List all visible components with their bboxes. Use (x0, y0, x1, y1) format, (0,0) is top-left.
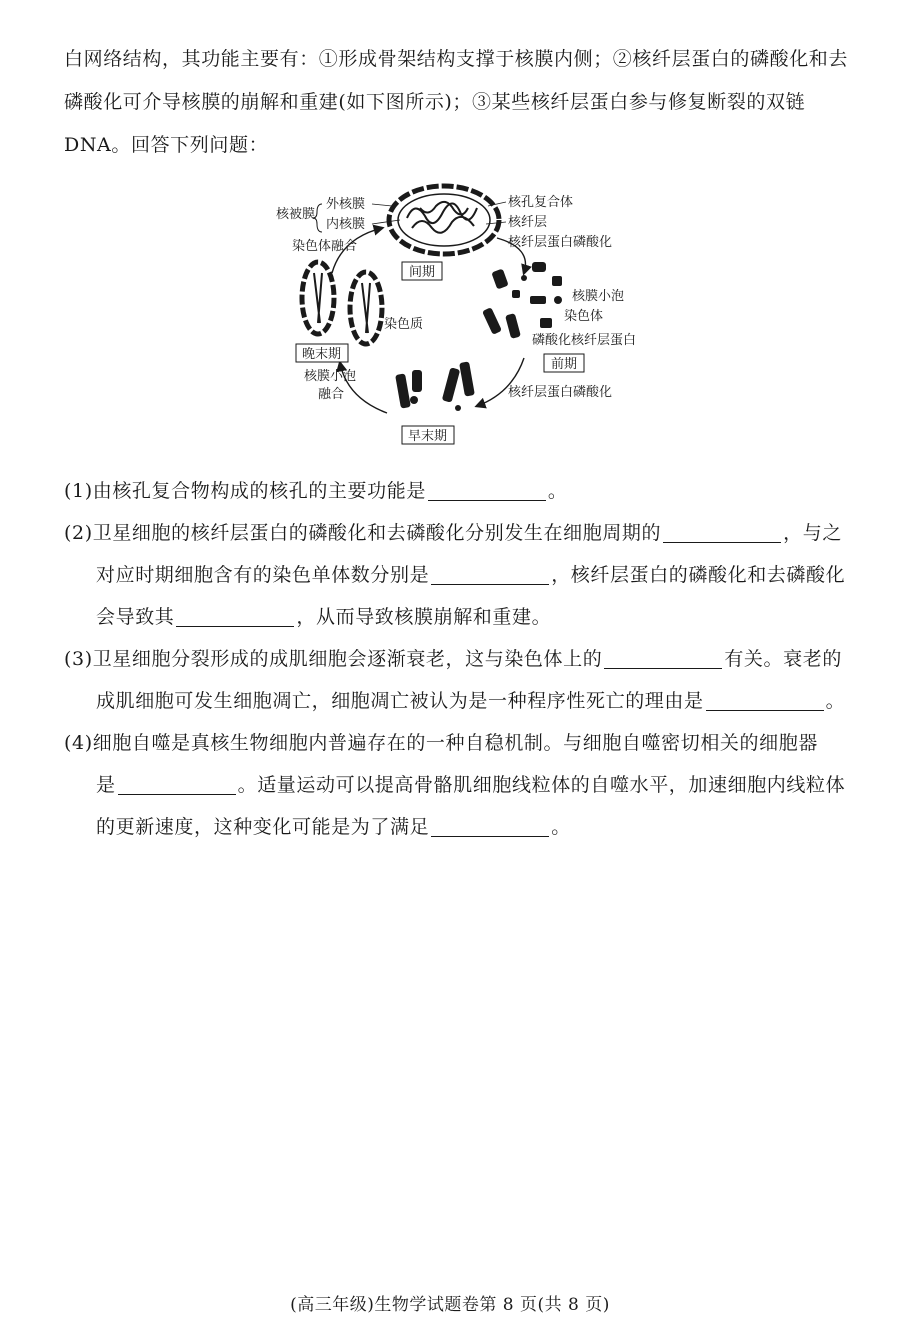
intro-line-2: 磷酸化可介导核膜的崩解和重建(如下图所示)；③某些核纤层蛋白参与修复断裂的双链 (64, 91, 806, 113)
q2-text-end-1: ，与之 (783, 522, 842, 544)
early-telophase-chromosomes (395, 361, 475, 411)
vesicle-fusion-label-1: 核膜小泡 (304, 369, 357, 384)
nuclear-pore-complex-label: 核孔复合体 (508, 195, 574, 210)
q1-text-end: 。 (547, 480, 568, 502)
question-1 (64, 470, 864, 512)
question-3-line-2 (64, 680, 864, 722)
q3-text: (3)卫星细胞分裂形成的成肌细胞会逐渐衰老，这与染色体上的 (64, 648, 603, 670)
q1-text: (1)由核孔复合物构成的核孔的主要功能是 (64, 480, 426, 502)
q4-answer-blank-1[interactable] (118, 772, 236, 795)
interphase-nucleus (389, 186, 499, 254)
intro-paragraph (64, 38, 864, 167)
q3-text-2: 成肌细胞可发生细胞凋亡，细胞凋亡被认为是一种程序性死亡的理由是 (96, 690, 704, 712)
cycle-diagram (262, 178, 662, 452)
q4-text-end-3: 。 (551, 816, 571, 838)
page-footer: (高三年级)生物学试题卷第 8 页(共 8 页) (290, 1295, 610, 1315)
intro-line-1: 白网络结构，其功能主要有：①形成骨架结构支撑于核膜内侧；②核纤层蛋白的磷酸化和去 (64, 48, 849, 70)
q4-text-2: 是 (96, 774, 116, 796)
q3-text-end-2: 。 (825, 690, 846, 712)
question-4-line-1: (4)细胞自噬是真核生物细胞内普遍存在的一种自稳机制。与细胞自噬密切相关的细胞器 (64, 732, 818, 754)
q3-answer-blank-2[interactable] (706, 688, 824, 711)
inner-membrane-label: 内核膜 (326, 217, 366, 232)
nuclear-envelope-cycle-figure (262, 178, 662, 452)
outer-membrane-label: 外核膜 (326, 197, 366, 212)
q2-answer-blank-3[interactable] (176, 604, 294, 627)
question-3-line-1 (64, 638, 864, 680)
q4-text-3: 的更新速度，这种变化可能是为了满足 (96, 816, 430, 838)
q2-text-end-3: ，从而导致核膜崩解和重建。 (296, 606, 552, 628)
late-telophase-label: 晚末期 (302, 347, 342, 362)
question-2-line-3 (64, 596, 864, 638)
question-2-line-1 (64, 512, 864, 554)
q2-answer-blank-2[interactable] (431, 562, 549, 585)
intro-line-3: DNA。回答下列问题： (64, 134, 269, 156)
nuclear-lamina-label: 核纤层 (508, 215, 548, 230)
q1-answer-blank[interactable] (428, 478, 546, 501)
q2-text-2: 对应时期细胞含有的染色单体数分别是 (96, 564, 430, 586)
q4-text-end-2: 。适量运动可以提高骨骼肌细胞线粒体的自噬水平，加速细胞内线粒体 (237, 774, 846, 796)
question-2-line-2 (64, 554, 864, 596)
question-4-line-3 (64, 806, 864, 848)
q3-answer-blank-1[interactable] (604, 646, 722, 669)
early-telophase-label: 早末期 (408, 429, 448, 444)
interphase-label: 间期 (409, 265, 436, 280)
chromatin-label: 染色质 (384, 317, 424, 332)
q2-text-3: 会导致其 (96, 606, 175, 628)
chromosome-fusion-label: 染色体融合 (292, 239, 358, 254)
q2-text-end-2: ，核纤层蛋白的磷酸化和去磷酸化 (551, 564, 846, 586)
nuclear-envelope-label: 核被膜 (276, 207, 316, 222)
vesicle-right-label: 核膜小泡 (572, 289, 625, 304)
lamin-phosphorylation-bottom-label: 核纤层蛋白磷酸化 (508, 385, 613, 400)
q3-text-end-1: 有关。衰老的 (724, 648, 842, 670)
prophase-label: 前期 (551, 357, 578, 372)
questions-section (64, 470, 864, 848)
prophase-fragments (482, 262, 562, 339)
q2-answer-blank-1[interactable] (663, 520, 781, 543)
phosphorylated-lamin-label: 磷酸化核纤层蛋白 (532, 333, 637, 348)
chromosome-label: 染色体 (564, 309, 604, 324)
question-4-line-2 (64, 764, 864, 806)
q4-answer-blank-2[interactable] (431, 814, 549, 837)
lamin-phosphorylation-top-label: 核纤层蛋白磷酸化 (508, 235, 613, 250)
late-telophase-nuclei (302, 262, 382, 344)
vesicle-fusion-label-2: 融合 (318, 387, 345, 402)
q2-text: (2)卫星细胞的核纤层蛋白的磷酸化和去磷酸化分别发生在细胞周期的 (64, 522, 662, 544)
